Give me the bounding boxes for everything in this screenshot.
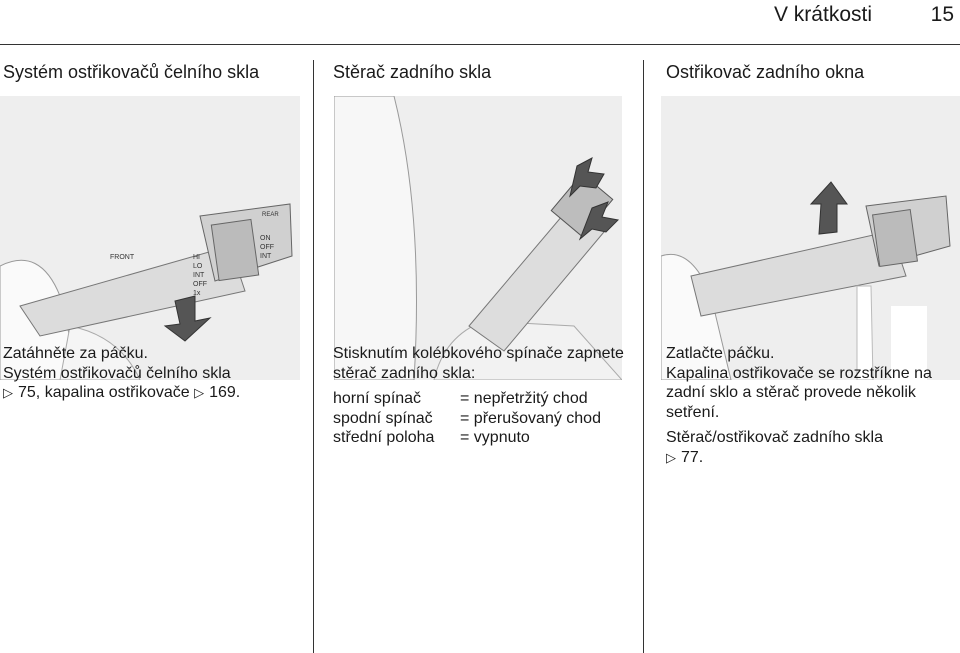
section-title: Ostřikovač zadního okna — [666, 62, 865, 82]
paragraph: Stěrač/ostřikovač zadního skla ▷ 77. — [666, 429, 883, 466]
table-row: spodní spínač = přerušovaný chod — [333, 409, 601, 427]
column-divider — [643, 60, 644, 653]
lever-label: FRONT — [110, 254, 135, 261]
svg-text:HI: HI — [193, 254, 200, 261]
svg-text:LO: LO — [193, 263, 203, 270]
ref-arrow-icon: ▷ — [666, 449, 676, 465]
lever-pull-illustration — [0, 96, 300, 380]
svg-text:OFF: OFF — [260, 244, 274, 251]
svg-text:INT: INT — [193, 272, 205, 279]
paragraph: Zatlačte páčku. — [666, 345, 775, 362]
paragraph: Stisknutím kolébkového spínače zapnete stěrač zadního skla: — [333, 345, 624, 382]
figure-rocker-switch — [334, 96, 622, 380]
switch-states-table — [333, 389, 601, 448]
page-header — [0, 0, 960, 48]
rocker-switch-illustration — [334, 96, 622, 380]
paragraph: Zatáhněte za páčku. — [3, 345, 148, 362]
section-title: Stěrač zadního skla — [333, 62, 492, 82]
lever-push-illustration — [661, 96, 960, 380]
section-title: Systém ostřikovačů čelního skla — [3, 62, 260, 82]
column-divider — [313, 60, 314, 653]
header-rule — [0, 44, 960, 45]
ref-arrow-icon: ▷ — [194, 385, 205, 400]
paragraph: Kapalina ostřikovače se rozstříkne na zadní sklo a stěrač provede několik setření. — [666, 364, 932, 421]
page-number: 15 — [930, 3, 954, 26]
svg-text:INT: INT — [260, 253, 272, 260]
svg-text:OFF: OFF — [193, 281, 207, 288]
chapter-title: V krátkosti — [773, 3, 872, 26]
svg-text:1x: 1x — [193, 290, 201, 297]
section-text — [666, 344, 960, 467]
svg-text:REAR: REAR — [262, 212, 279, 218]
ref-arrow-icon: ▷ — [3, 385, 13, 400]
section-text — [3, 344, 308, 403]
section-text — [333, 344, 628, 448]
svg-text:ON: ON — [260, 235, 271, 242]
figure-push-lever — [661, 96, 960, 380]
table-row: horní spínač = nepřetržitý chod — [333, 390, 588, 407]
figure-pull-lever — [0, 96, 300, 380]
table-row: střední poloha = vypnuto — [333, 429, 530, 446]
paragraph: Systém ostřikovačů čelního skla ▷ 75, kapalina ostřikovače ▷ 169. — [3, 364, 241, 401]
